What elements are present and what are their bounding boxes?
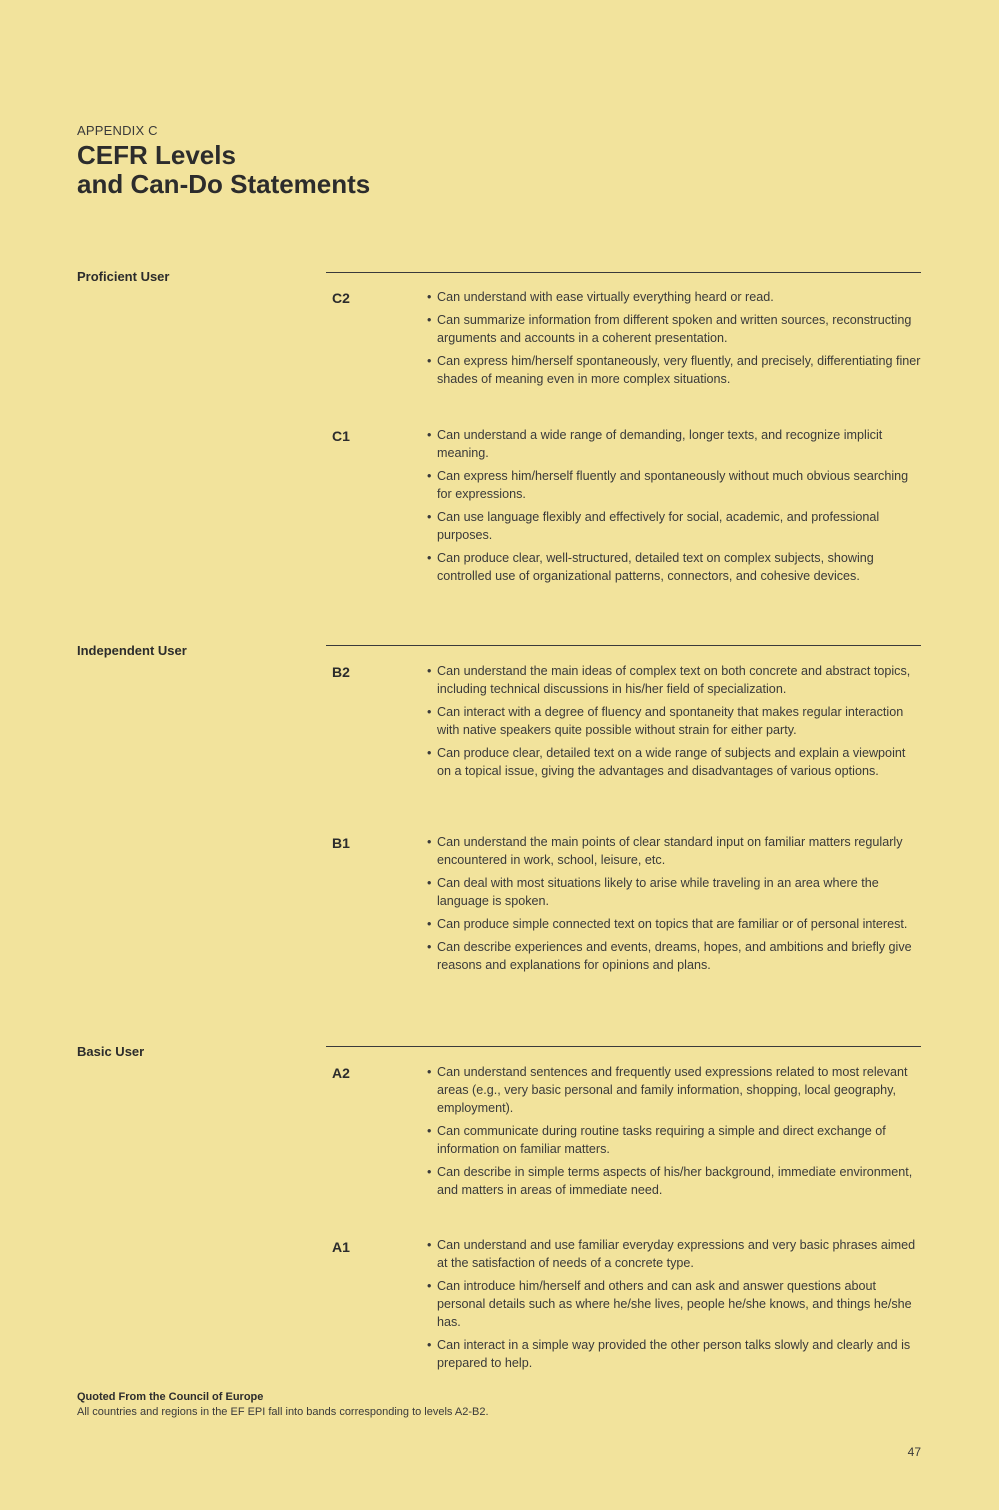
page-number: 47 [907,1445,921,1459]
page-title-line-1: CEFR Levels [77,140,236,170]
footnote-text: All countries and regions in the EF EPI fall into bands corresponding to levels A2-B2. [77,1406,489,1418]
footnote-title: Quoted From the Council of Europe [77,1391,264,1403]
statement-list-c2 [427,288,921,393]
group-label-proficient: Proficient User [77,269,170,284]
statement-list-b1 [427,833,921,979]
statement-item: • Can understand and use familiar everyday expressions and very basic phrases aimed at the satisfaction of needs of a concrete type. [427,1236,921,1272]
statement-item: • Can describe experiences and events, dreams, hopes, and ambitions and briefly give reasons and explanations for opinions and plans. [427,938,921,974]
statement-item: • Can describe in simple terms aspects of his/her background, immediate environment, and matters in areas of immediate need. [427,1163,921,1199]
statement-item: • Can understand the main ideas of complex text on both concrete and abstract topics, including technical discussions in his/her field of specialization. [427,662,921,698]
level-code-c1: C1 [332,428,350,444]
statement-item: • Can produce clear, detailed text on a wide range of subjects and explain a viewpoint on a topical issue, giving the advantages and disadvantages of various options. [427,744,921,780]
group-divider [326,1046,921,1047]
statement-item: • Can deal with most situations likely to arise while traveling in an area where the language is spoken. [427,874,921,910]
statement-item: • Can understand a wide range of demanding, longer texts, and recognize implicit meaning. [427,426,921,462]
statement-item: • Can interact in a simple way provided the other person talks slowly and clearly and is prepared to help. [427,1336,921,1372]
page-title [77,141,370,199]
level-code-b1: B1 [332,835,350,851]
statement-item: • Can express him/herself spontaneously, very fluently, and precisely, differentiating finer shades of meaning even in more complex situations. [427,352,921,388]
group-label-basic: Basic User [77,1044,145,1059]
statement-item: • Can produce clear, well-structured, detailed text on complex subjects, showing controlled use of organizational patterns, connectors, and cohesive devices. [427,549,921,585]
statement-list-b2 [427,662,921,785]
statement-item: • Can introduce him/herself and others and can ask and answer questions about personal details such as where he/she lives, people he/she knows, and things he/she has. [427,1277,921,1331]
statement-item: • Can interact with a degree of fluency and spontaneity that makes regular interaction with native speakers quite possible without strain for either party. [427,703,921,739]
statement-item: • Can use language flexibly and effectively for social, academic, and professional purposes. [427,508,921,544]
page-title-line-2: and Can-Do Statements [77,169,371,199]
statement-item: • Can understand with ease virtually everything heard or read. [427,288,921,306]
level-code-c2: C2 [332,290,350,306]
statement-item: • Can communicate during routine tasks requiring a simple and direct exchange of information on familiar matters. [427,1122,921,1158]
statement-list-c1 [427,426,921,590]
statement-item: • Can understand the main points of clear standard input on familiar matters regularly encountered in work, school, leisure, etc. [427,833,921,869]
level-code-a2: A2 [332,1065,350,1081]
group-divider [326,272,921,273]
statement-item: • Can express him/herself fluently and spontaneously without much obvious searching for expressions. [427,467,921,503]
group-label-independent: Independent User [77,643,187,658]
level-code-b2: B2 [332,664,350,680]
statement-list-a2 [427,1063,921,1204]
statement-item: • Can produce simple connected text on topics that are familiar or of personal interest. [427,915,921,933]
statement-item: • Can understand sentences and frequently used expressions related to most relevant areas (e.g., very basic personal and family information, shopping, local geography, employment). [427,1063,921,1117]
group-divider [326,645,921,646]
appendix-eyebrow: APPENDIX C [77,123,158,138]
statement-list-a1 [427,1236,921,1377]
statement-item: • Can summarize information from different spoken and written sources, reconstructing arguments and accounts in a coherent presentation. [427,311,921,347]
level-code-a1: A1 [332,1239,350,1255]
